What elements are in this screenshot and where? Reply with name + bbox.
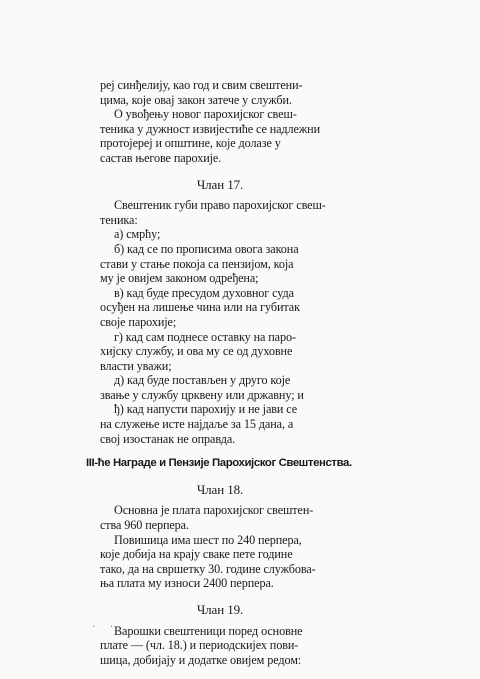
text-line: хијску службу, и ова му се од духовне <box>100 344 293 359</box>
text-line: стави у стање покоја са пензијом, која <box>100 256 294 271</box>
text-line: шица, добијају и додатке овијем редом: <box>100 652 302 667</box>
text-line: Основна је плата парохијског свештен- <box>114 503 314 518</box>
text-line: му је овијем законом одређена; <box>100 271 259 286</box>
article-18-heading: Члан 18. <box>196 481 244 497</box>
text-line: власти уважи; <box>100 358 172 373</box>
page-smudge-dots: · · <box>92 622 120 633</box>
text-line: Свештеник губи право парохијског свеш- <box>114 198 326 213</box>
article-17-heading: Члан 17. <box>196 176 244 192</box>
text-line: реј синђелију, као год и свим свештени- <box>100 78 303 92</box>
text-line: на служење исте најдаље за 15 дана, а <box>100 417 294 432</box>
text-line: д) кад буде постављен у друго које <box>114 373 291 388</box>
text-line: ђ) кад напусти парохију и не јави се <box>114 402 298 417</box>
section-title: III-ће Награде и Пензије Парохијског Свештенства. <box>86 457 352 470</box>
text-line: своје парохије; <box>100 314 177 329</box>
text-line: звање у службу црквену или државну; и <box>100 387 304 402</box>
text-line: ња плата му износи 2400 перпера. <box>100 576 274 591</box>
text-line: које добија на крају сваке пете године <box>100 547 293 562</box>
text-line: ства 960 перпера. <box>100 518 189 533</box>
text-line: састав његове парохије. <box>100 150 222 165</box>
text-line: осуђен на лишење чина или на губитак <box>100 300 300 315</box>
article-19-heading: Члан 19. <box>196 602 244 617</box>
text-line: О увођењу новог парохијског свеш- <box>114 107 297 122</box>
text-line: теника: <box>100 212 138 227</box>
text-line: Варошки свештеници поред основне <box>114 623 303 638</box>
text-line: протојереј и општине, које долазе у <box>100 136 281 151</box>
text-line: а) смрћу; <box>114 227 161 242</box>
text-line: г) кад сам поднесе оставку на паро- <box>114 329 296 344</box>
text-line: теника у дужност извијестиће се надлежни <box>100 121 320 136</box>
text-line: свој изостанак не оправда. <box>100 431 236 446</box>
text-line: Повишица има шест по 240 перпера, <box>114 532 302 547</box>
text-line: в) кад буде пресудом духовног суда <box>114 285 294 300</box>
text-line: тако, да на свршетку 30. године службова- <box>100 561 316 576</box>
text-line: плате — (чл. 18.) и периодскијех пови- <box>100 638 299 653</box>
text-line: цима, које овај закон затече у служби. <box>100 92 292 107</box>
text-line: б) кад се по прописима овога закона <box>114 241 299 256</box>
document-body <box>86 78 352 667</box>
